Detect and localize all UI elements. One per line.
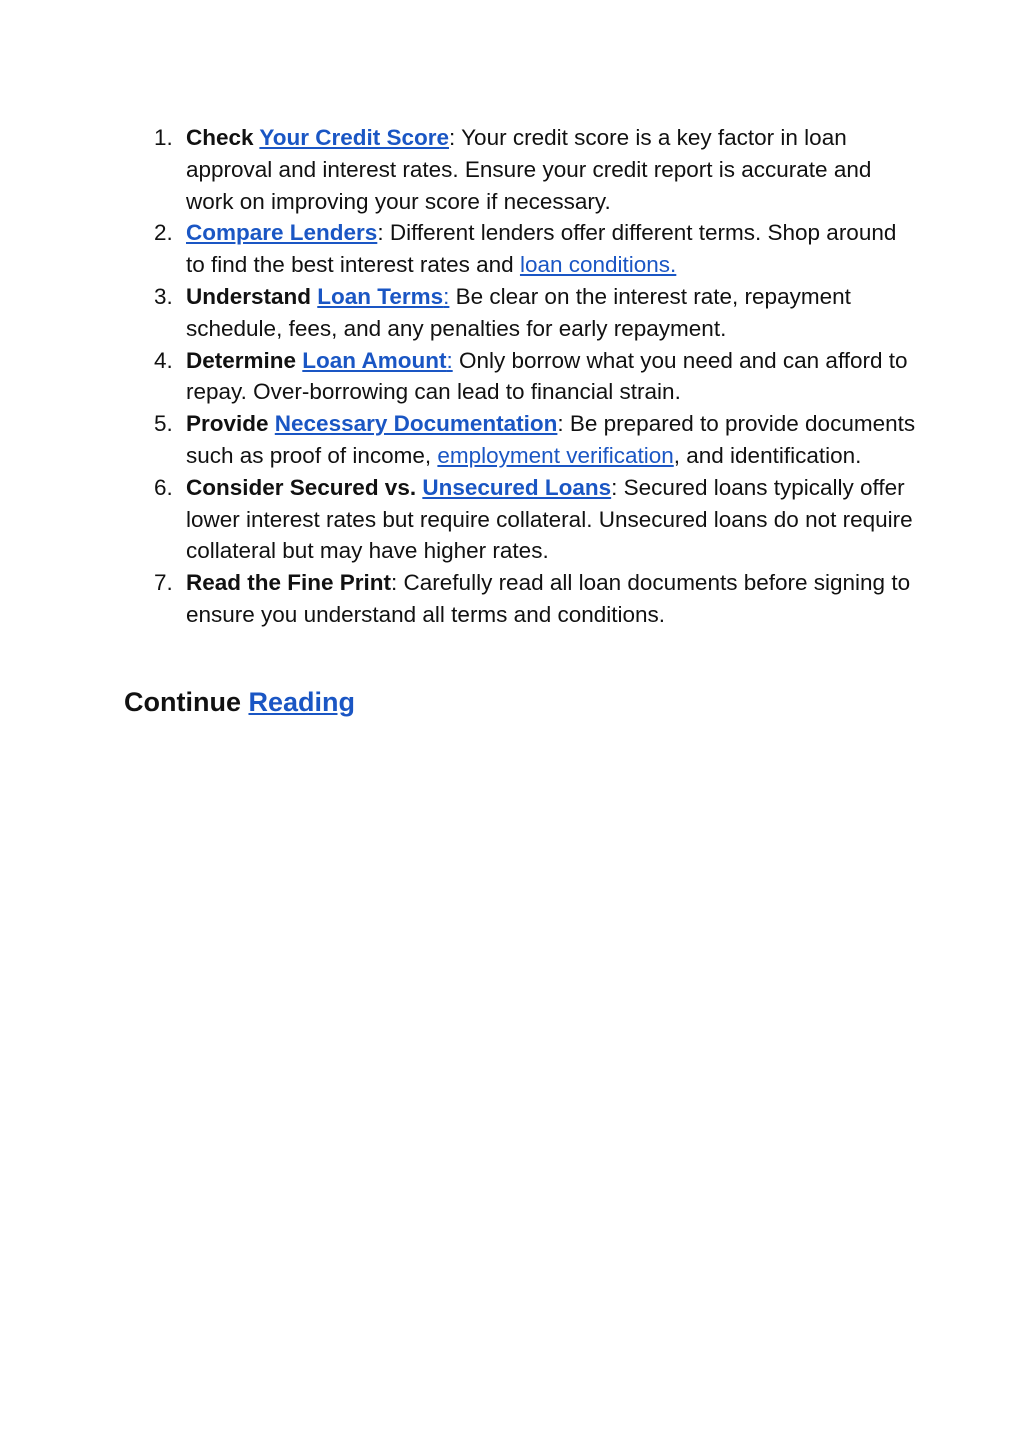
- loan-terms-link-colon[interactable]: :: [443, 283, 450, 309]
- list-item-compare-lenders: [154, 217, 916, 281]
- loan-terms-link[interactable]: Loan Terms: [317, 283, 444, 309]
- item-text: : Different lenders offer different terms. Shop around to find the best interest rates and: [186, 220, 897, 278]
- item-text: : Your credit score is a key factor in loan approval and interest rates. Ensure your credit report is accurate and work on improving your score if necessary.: [186, 125, 872, 214]
- list-item-check-credit-score: [154, 122, 916, 217]
- item-lead: Consider Secured vs.: [186, 474, 423, 500]
- list-item-determine-loan-amount: [154, 345, 916, 409]
- list-item-read-fine-print: [154, 567, 916, 631]
- compare-lenders-link[interactable]: Compare Lenders: [186, 220, 378, 246]
- loan-amount-link-colon[interactable]: :: [446, 347, 453, 373]
- item-text: : Secured loans typically offer lower interest rates but require collateral. Unsecured loans do not require collateral but may have higher rates.: [186, 474, 913, 564]
- list-number: 6.: [154, 474, 173, 500]
- your-credit-score-link[interactable]: Your Credit Score: [259, 125, 450, 150]
- item-lead: Determine: [186, 347, 303, 373]
- list-number: 5.: [154, 411, 173, 437]
- continue-label: Continue: [124, 687, 249, 717]
- item-lead: Check: [186, 125, 260, 150]
- loan-tips-list: [154, 122, 916, 631]
- item-lead: Understand: [186, 283, 318, 309]
- item-text: : Carefully read all loan documents before signing to ensure you understand all terms and conditions.: [186, 570, 911, 627]
- necessary-documentation-link[interactable]: Necessary Documentation: [274, 411, 558, 437]
- item-text: Be clear on the interest rate, repayment schedule, fees, and any penalties for early repayment.: [186, 283, 851, 341]
- item-lead: Read the Fine Print: [186, 570, 392, 596]
- continue-reading-heading: [124, 684, 355, 720]
- employment-verification-link[interactable]: employment verification: [437, 442, 674, 468]
- item-text: Only borrow what you need and can afford to repay. Over-borrowing can lead to financial strain.: [186, 347, 908, 405]
- item-text-end: , and identification.: [673, 442, 862, 468]
- loan-conditions-link[interactable]: loan conditions.: [519, 252, 677, 278]
- item-lead: Provide: [186, 411, 275, 437]
- list-number: 4.: [154, 347, 173, 373]
- list-number: 2.: [154, 220, 173, 246]
- list-item-provide-documentation: [154, 408, 916, 472]
- list-item-understand-loan-terms: [154, 281, 916, 345]
- list-number: 7.: [154, 570, 173, 596]
- item-text: : Be prepared to provide documents such as proof of income,: [186, 411, 916, 468]
- list-item-secured-vs-unsecured: [154, 472, 916, 567]
- reading-link[interactable]: Reading: [248, 687, 355, 717]
- list-number: 1.: [154, 125, 173, 150]
- list-number: 3.: [154, 283, 173, 309]
- unsecured-loans-link[interactable]: Unsecured Loans: [422, 474, 612, 500]
- loan-amount-link[interactable]: Loan Amount: [302, 347, 447, 373]
